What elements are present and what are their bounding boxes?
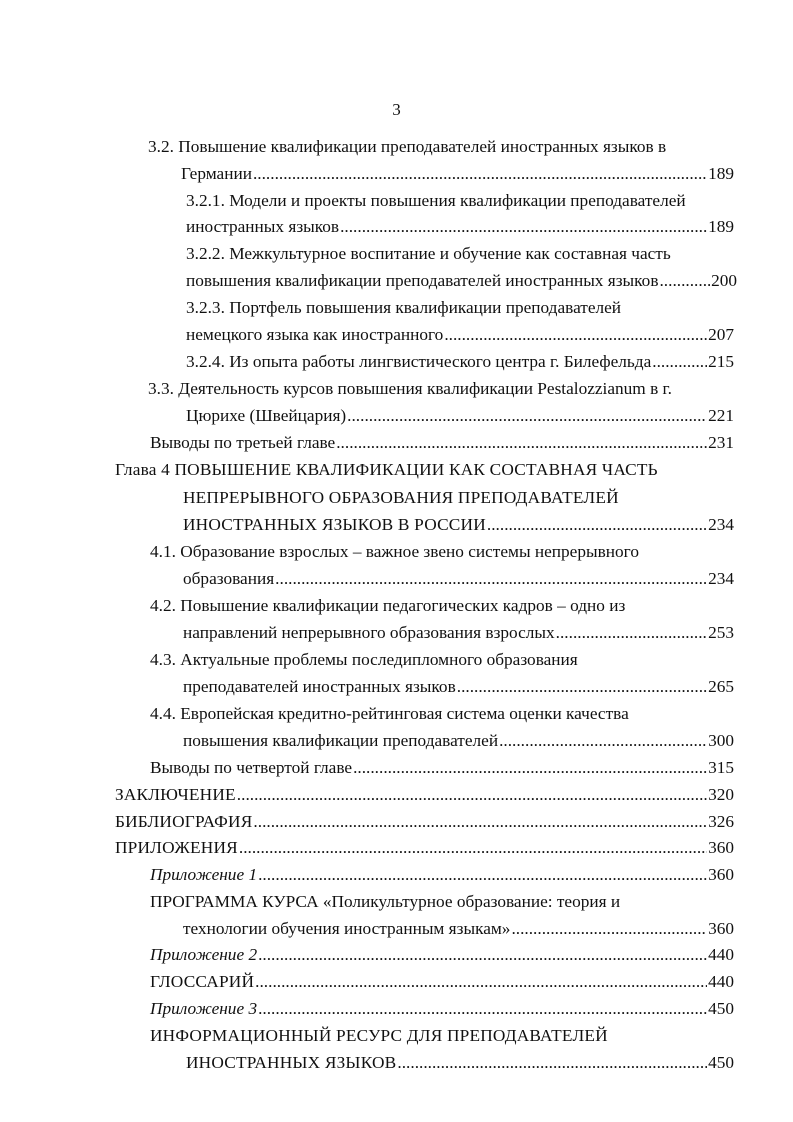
- toc-page: 360: [708, 838, 734, 857]
- toc-page: 200: [711, 271, 737, 290]
- dot-leader: [258, 998, 707, 1020]
- toc-entry[interactable]: [183, 918, 734, 940]
- toc-line: [148, 378, 672, 400]
- dot-leader: [457, 676, 707, 698]
- toc-text: Выводы по четвертой главе: [150, 758, 353, 777]
- toc-text: Приложение 1: [150, 865, 258, 884]
- toc-entry[interactable]: [186, 270, 737, 292]
- toc-page: 440: [708, 945, 734, 964]
- toc-text: ЗАКЛЮЧЕНИЕ: [115, 785, 236, 804]
- dot-leader: [253, 163, 707, 185]
- toc-text: технологии обучения иностранным языкам»: [183, 919, 511, 938]
- dot-leader: [255, 971, 707, 993]
- toc-page: 315: [708, 758, 734, 777]
- toc-text: иностранных языков: [186, 217, 340, 236]
- toc-text: 3.2.1. Модели и проекты повышения квалификации преподавателей: [186, 191, 686, 210]
- dot-leader: [239, 837, 707, 859]
- toc-text: повышения квалификации преподавателей: [183, 731, 499, 750]
- toc-page: 450: [708, 999, 734, 1018]
- toc-page: 189: [708, 164, 734, 183]
- toc-entry[interactable]: [183, 676, 734, 698]
- toc-page: 234: [708, 515, 734, 534]
- toc-text: 3.2.4. Из опыта работы лингвистического центра г. Билефельда: [186, 352, 652, 371]
- toc-entry[interactable]: [115, 784, 734, 806]
- page-number: 3: [392, 100, 401, 119]
- toc-text: 3.2. Повышение квалификации преподавателей иностранных языков в: [148, 137, 667, 156]
- toc-text: ГЛОССАРИЙ: [150, 972, 255, 991]
- toc-text: 4.2. Повышение квалификации педагогических кадров – одно из: [150, 596, 626, 615]
- toc-line: [148, 136, 666, 158]
- toc-entry[interactable]: [186, 1052, 734, 1074]
- dot-leader: [444, 324, 707, 346]
- dot-leader: [275, 568, 707, 590]
- toc-entry[interactable]: [183, 730, 734, 752]
- toc-text: ИНОСТРАННЫХ ЯЗЫКОВ В РОССИИ: [183, 515, 486, 534]
- toc-text: НЕПРЕРЫВНОГО ОБРАЗОВАНИЯ ПРЕПОДАВАТЕЛЕЙ: [183, 488, 619, 507]
- toc-page: 265: [708, 677, 734, 696]
- toc-entry[interactable]: [150, 944, 734, 966]
- toc-text: 4.3. Актуальные проблемы последипломного образования: [150, 650, 578, 669]
- dot-leader: [487, 514, 707, 536]
- toc-page: 253: [708, 623, 734, 642]
- toc-entry[interactable]: [186, 324, 734, 346]
- toc-line: [150, 1025, 608, 1047]
- toc-text: Глава 4 ПОВЫШЕНИЕ КВАЛИФИКАЦИИ КАК СОСТАВНАЯ ЧАСТЬ: [115, 460, 658, 479]
- toc-line: [186, 297, 621, 319]
- dot-leader: [258, 864, 707, 886]
- dot-leader: [258, 944, 707, 966]
- toc-line: [150, 891, 620, 913]
- toc-text: ИНФОРМАЦИОННЫЙ РЕСУРС ДЛЯ ПРЕПОДАВАТЕЛЕЙ: [150, 1026, 608, 1045]
- toc-text: повышения квалификации преподавателей иностранных языков: [186, 271, 659, 290]
- toc-entry[interactable]: [150, 432, 734, 454]
- toc-text: БИБЛИОГРАФИЯ: [115, 812, 253, 831]
- toc-line: [150, 541, 639, 563]
- toc-page: 360: [708, 919, 734, 938]
- toc-text: направлений непрерывного образования взрослых: [183, 623, 555, 642]
- dot-leader: [340, 216, 707, 238]
- dot-leader: [659, 270, 710, 292]
- toc-text: Цюрихе (Швейцария): [186, 406, 347, 425]
- toc-page: 207: [708, 325, 734, 344]
- toc-entry[interactable]: [150, 998, 734, 1020]
- dot-leader: [237, 784, 707, 806]
- toc-line: [186, 190, 686, 212]
- toc-entry[interactable]: [186, 216, 734, 238]
- dot-leader: [556, 622, 707, 644]
- toc-entry[interactable]: [186, 351, 734, 373]
- toc-text: Выводы по третьей главе: [150, 433, 336, 452]
- toc-entry[interactable]: [183, 622, 734, 644]
- dot-leader: [397, 1052, 707, 1074]
- toc-entry[interactable]: [150, 757, 734, 779]
- toc-entry[interactable]: [115, 811, 734, 833]
- toc-entry[interactable]: [186, 405, 734, 427]
- dot-leader: [353, 757, 707, 779]
- toc-line: [186, 243, 671, 265]
- toc-line: [150, 649, 578, 671]
- dot-leader: [336, 432, 707, 454]
- dot-leader: [511, 918, 707, 940]
- toc-text: 3.2.3. Портфель повышения квалификации преподавателей: [186, 298, 622, 317]
- dot-leader: [499, 730, 707, 752]
- toc-page: 440: [708, 972, 734, 991]
- toc-page: 326: [708, 812, 734, 831]
- toc-page: 221: [708, 406, 734, 425]
- toc-text: 4.1. Образование взрослых – важное звено системы непрерывного: [150, 542, 639, 561]
- toc-line: [150, 703, 629, 725]
- toc-text: 4.4. Европейская кредитно-рейтинговая система оценки качества: [150, 704, 629, 723]
- toc-entry[interactable]: [150, 864, 734, 886]
- toc-text: 3.3. Деятельность курсов повышения квалификации Pestalozzianum в г.: [148, 379, 673, 398]
- toc-entry[interactable]: [183, 568, 734, 590]
- toc-entry[interactable]: [181, 163, 734, 185]
- toc-text: образования: [183, 569, 275, 588]
- toc-page: 360: [708, 865, 734, 884]
- toc-text: ИНОСТРАННЫХ ЯЗЫКОВ: [186, 1053, 397, 1072]
- toc-text: немецкого языка как иностранного: [186, 325, 444, 344]
- toc-line: [183, 487, 619, 509]
- toc-page: 215: [708, 352, 734, 371]
- toc-page: 320: [708, 785, 734, 804]
- toc-text: Приложение 3: [150, 999, 258, 1018]
- toc-text: преподавателей иностранных языков: [183, 677, 456, 696]
- toc-line: [115, 459, 658, 481]
- toc-page: 450: [708, 1053, 734, 1072]
- toc-text: ПРОГРАММА КУРСА «Поликультурное образование: теория и: [150, 892, 621, 911]
- dot-leader: [652, 351, 707, 373]
- toc-page: 300: [708, 731, 734, 750]
- toc-entry[interactable]: [115, 837, 734, 859]
- toc-text: Германии: [181, 164, 252, 183]
- dot-leader: [253, 811, 707, 833]
- toc-entry[interactable]: [150, 971, 734, 993]
- toc-page: 189: [708, 217, 734, 236]
- toc-line: [150, 595, 625, 617]
- toc-page: 234: [708, 569, 734, 588]
- dot-leader: [347, 405, 707, 427]
- toc-entry[interactable]: [183, 514, 734, 536]
- toc-text: ПРИЛОЖЕНИЯ: [115, 838, 238, 857]
- toc-text: Приложение 2: [150, 945, 258, 964]
- toc-text: 3.2.2. Межкультурное воспитание и обучение как составная часть: [186, 244, 671, 263]
- toc-page: 231: [708, 433, 734, 452]
